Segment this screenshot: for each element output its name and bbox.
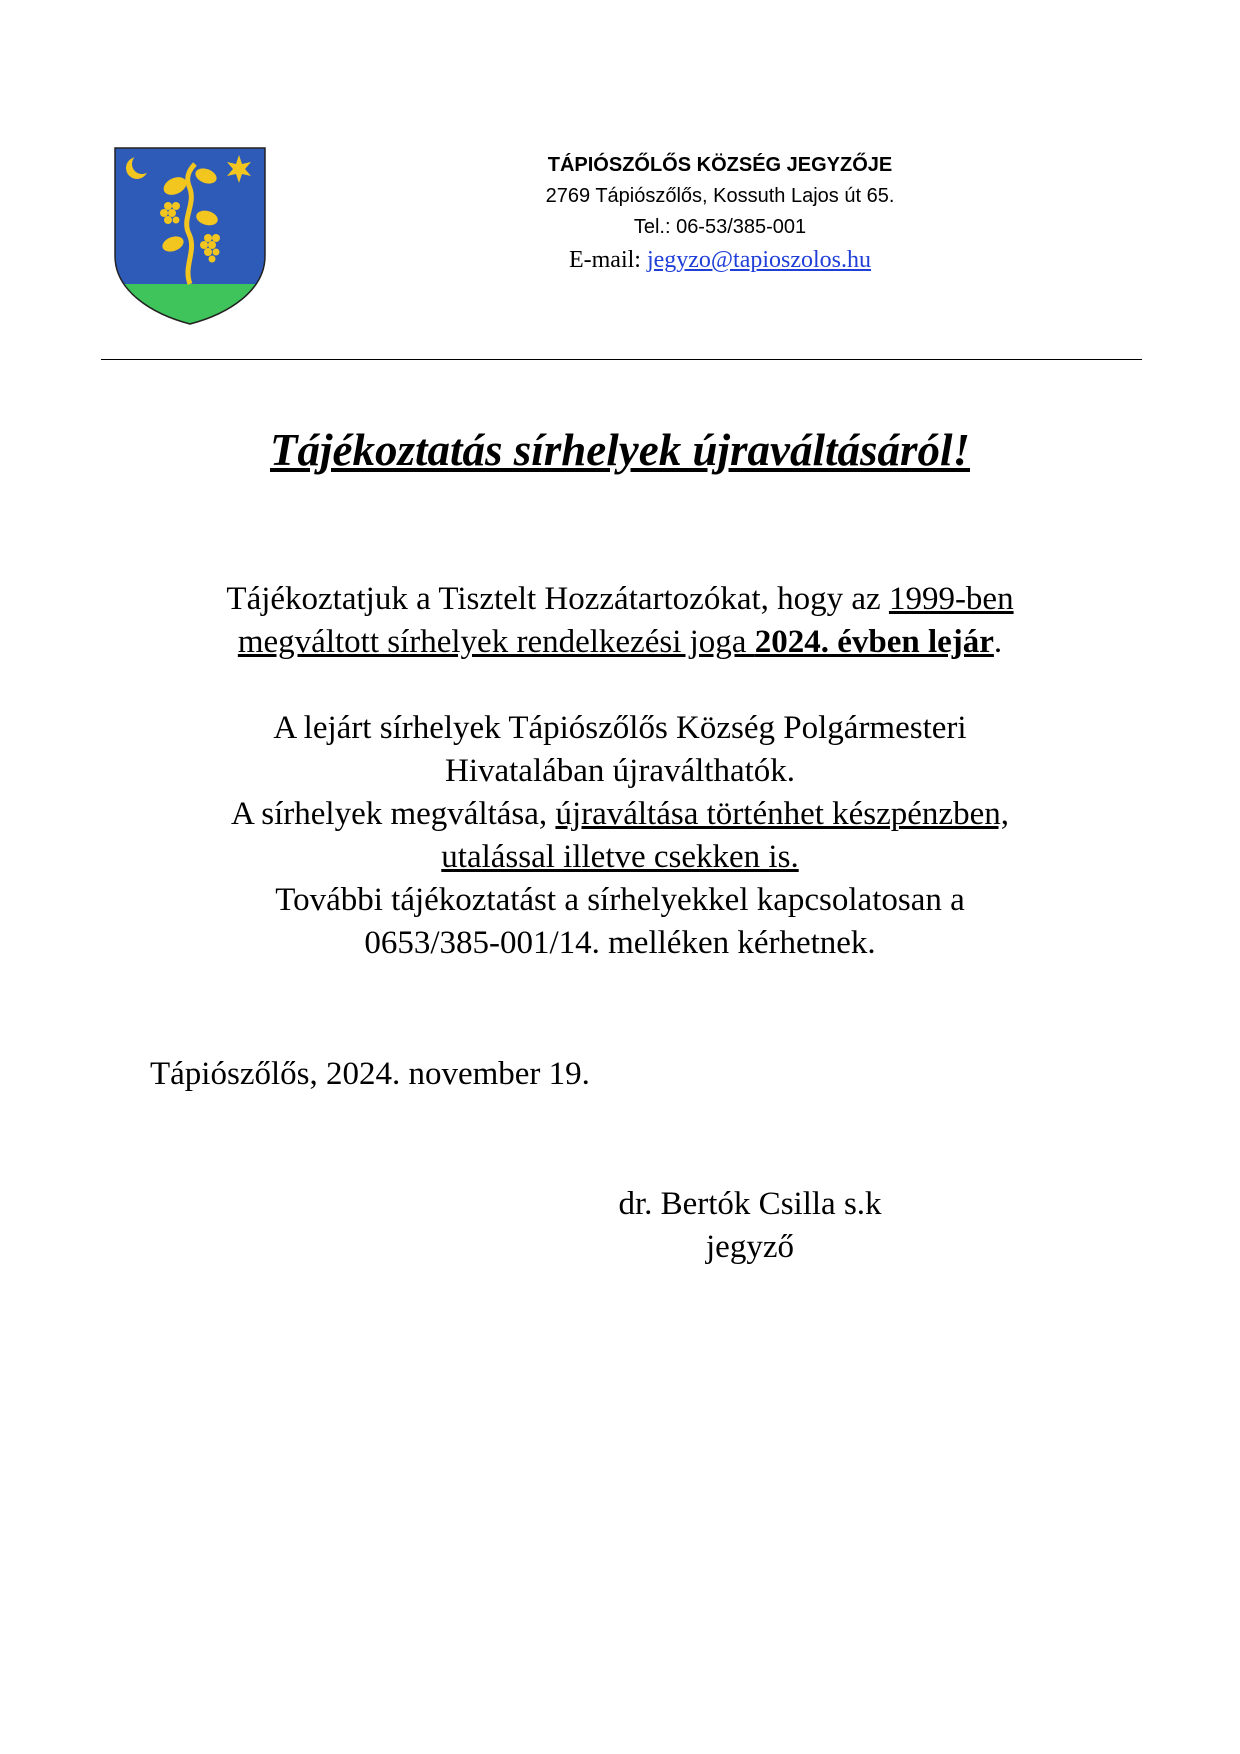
coat-of-arms-icon [113,146,267,326]
header-divider [101,359,1142,360]
p2-underlined-text: utalással illetve csekken is. [441,839,799,875]
document-title: Tájékoztatás sírhelyek újraváltásáról! [269,425,971,475]
office-address: 2769 Tápiószőlős, Kossuth Lajos út 65. [545,185,895,207]
signatory-name: dr. Bertók Csilla s.k [618,1186,882,1222]
p2-line [100,793,1140,836]
p2-line: 0653/385-001/14. melléken kérhetnek. [364,925,876,961]
document-date: Tápiószőlős, 2024. november 19. [150,1056,590,1092]
paragraph-renewal [100,707,1140,965]
p2-line: További tájékoztatást a sírhelyekkel kapcsolatosan a [275,882,965,918]
email-link[interactable]: jegyzo@tapioszolos.hu [646,247,872,273]
p2-line: A lejárt sírhelyek Tápiószőlős Község Polgármesteri [273,710,967,746]
p2-line: Hivatalában újraválthatók. [444,753,796,789]
p2-underlined-text: újraváltása történhet készpénzben, [555,796,1009,832]
p1-text: Tájékoztatjuk a Tisztelt Hozzátartozókat, hogy az [226,581,889,617]
office-title: TÁPIÓSZŐLŐS KÖZSÉG JEGYZŐJE [547,154,893,176]
signatory-role: jegyző [706,1229,794,1265]
email-label: E-mail: [568,247,647,273]
paragraph-expiry [100,578,1140,664]
letterhead [470,150,970,277]
p1-year-underlined: 1999-ben [888,581,1014,617]
p1-end: . [993,624,1003,660]
p2-line [100,836,1140,879]
signature-block [560,1183,940,1269]
p1-underlined-text: megváltott sírhelyek rendelkezési joga [237,624,755,660]
p2-plain-text: A sírhelyek megváltása, [231,796,556,832]
p1-expiry-bold: 2024. évben lejár [754,624,994,660]
office-phone: Tel.: 06-53/385-001 [633,216,807,238]
office-email-line [470,243,970,277]
